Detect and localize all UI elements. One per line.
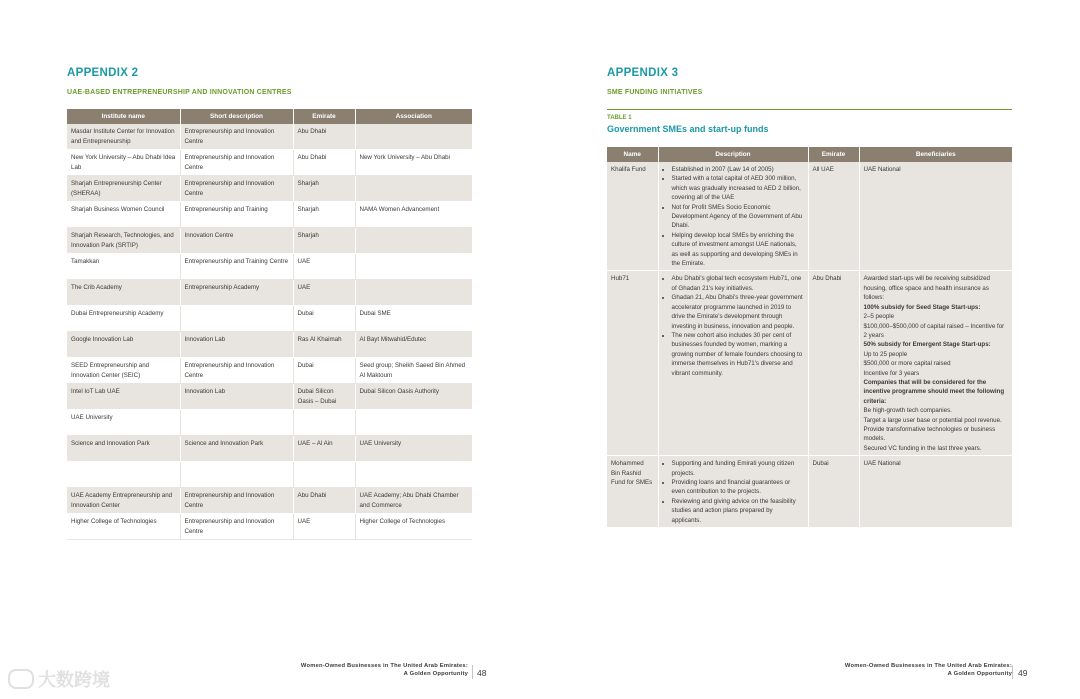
page-number-48: 48 (477, 668, 487, 678)
col-header-name: Name (607, 147, 658, 162)
description-item: • Reviewing and giving advice on the feasibility studies and action plans prepared by applicants. (672, 497, 804, 525)
right-footer (712, 662, 1012, 678)
table-row (67, 306, 472, 332)
table-title: Government SMEs and start-up funds (607, 124, 769, 134)
col-header-emirate: Emirate (293, 109, 355, 124)
beneficiary-line: Secured VC funding in the last three years. (863, 444, 982, 452)
cell-institute (67, 462, 180, 488)
table-row (67, 514, 472, 540)
cell-institute: Intel IoT Lab UAE (67, 384, 180, 410)
cell-institute: Science and Innovation Park (67, 436, 180, 462)
watermark-text: 大数跨境 (38, 670, 110, 690)
col-header-institute: Institute name (67, 109, 180, 124)
beneficiary-line: 100% subsidy for Seed Stage Start-ups: (863, 303, 981, 311)
cell-association: Seed group; Sheikh Saeed Bin Ahmed Al Maktoum (355, 358, 472, 384)
cell-name: Mohammed Bin Rashid Fund for SMEs (607, 456, 658, 528)
cell-emirate: Abu Dhabi (808, 271, 859, 456)
cell-beneficiaries (859, 162, 1012, 271)
cell-description (658, 162, 808, 271)
table-label: TABLE 1 (607, 115, 632, 121)
cell-beneficiaries (859, 456, 1012, 528)
beneficiary-line: $100,000–$500,000 of capital raised – Incentive for 2 years (863, 322, 1005, 339)
watermark (8, 666, 110, 692)
footer-title-line1: Women-Owned Businesses in The United Arab Emirates: (300, 663, 468, 669)
description-list (663, 274, 804, 377)
beneficiary-line: Awarded start-ups will be receiving subsidized housing, office space and health insurance as follows: (863, 275, 990, 302)
left-footer (168, 662, 468, 678)
cell-name: Khalifa Fund (607, 162, 658, 271)
description-item: • Started with a total capital of AED 300 million, which was gradually increased to AED 2 billion, covering all of the UAE (672, 174, 804, 202)
cell-description (180, 306, 293, 332)
footer-title-line2: A Golden Opportunity (403, 671, 468, 677)
cell-description: Entrepreneurship and Training Centre (180, 254, 293, 280)
cell-institute: SEED Entrepreneurship and Innovation Center (SEIC) (67, 358, 180, 384)
cell-association: UAE Academy; Abu Dhabi Chamber and Commerce (355, 488, 472, 514)
beneficiary-line: Up to 25 people (863, 350, 908, 358)
table-row (67, 228, 472, 254)
col-header-emirate: Emirate (808, 147, 859, 162)
section-divider (607, 109, 1012, 110)
description-item: • Providing loans and financial guarantees or even contribution to the projects. (672, 478, 804, 497)
cell-description: Entrepreneurship Academy (180, 280, 293, 306)
cell-institute: UAE University (67, 410, 180, 436)
beneficiary-line: Companies that will be considered for the incentive programme should meet the following criteria: (863, 378, 1005, 405)
cell-institute: Sharjah Entrepreneurship Center (SHERAA) (67, 176, 180, 202)
table-row (607, 456, 1012, 528)
cell-association: Dubai Silicon Oasis Authority (355, 384, 472, 410)
cell-association (355, 254, 472, 280)
cell-emirate: UAE (293, 514, 355, 540)
beneficiary-line: 50% subsidy for Emergent Stage Start-ups: (863, 341, 991, 349)
table-row (67, 488, 472, 514)
cell-description: Entrepreneurship and Innovation Centre (180, 514, 293, 540)
footer-title-line2: A Golden Opportunity (947, 671, 1012, 677)
cell-emirate: UAE (293, 280, 355, 306)
description-item: • The new cohort also includes 30 per cent of businesses founded by women, marking a growing number of female founders choosing to immerse themselves in Hub71's diverse and vibrant community. (672, 331, 804, 378)
table-row (67, 202, 472, 228)
footer-divider (1012, 665, 1013, 679)
cell-emirate: Dubai (293, 306, 355, 332)
appendix-3-title: APPENDIX 3 (607, 67, 679, 79)
cell-emirate: Sharjah (293, 228, 355, 254)
cell-description: Entrepreneurship and Innovation Centre (180, 176, 293, 202)
cell-emirate: Dubai (293, 358, 355, 384)
cell-association: New York University – Abu Dhabi (355, 150, 472, 176)
sme-funding-table (607, 147, 1012, 528)
table-row (67, 124, 472, 150)
cell-institute: Dubai Entrepreneurship Academy (67, 306, 180, 332)
cell-institute: Masdar Institute Center for Innovation and Entrepreneurship (67, 124, 180, 150)
cell-description: Innovation Lab (180, 384, 293, 410)
cell-association: Higher College of Technologies (355, 514, 472, 540)
table-header-row (607, 147, 1012, 162)
table-row (67, 384, 472, 410)
cell-description: Entrepreneurship and Innovation Centre (180, 150, 293, 176)
cell-association (355, 176, 472, 202)
cell-emirate: UAE – Al Ain (293, 436, 355, 462)
table-row (67, 280, 472, 306)
col-header-description: Description (658, 147, 808, 162)
table-row (607, 162, 1012, 271)
cell-description (180, 462, 293, 488)
cell-emirate: Dubai (808, 456, 859, 528)
table-row (67, 358, 472, 384)
table-row (67, 436, 472, 462)
cell-association (355, 124, 472, 150)
cell-institute: Sharjah Research, Technologies, and Innovation Park (SRTIP) (67, 228, 180, 254)
cell-description: Science and Innovation Park (180, 436, 293, 462)
cell-beneficiaries (859, 271, 1012, 456)
description-item: • Helping develop local SMEs by enriching the culture of investment amongst UAE nationals, as well as supporting and developing SMEs in the Emirate. (672, 231, 804, 269)
beneficiary-line: UAE National (863, 166, 901, 173)
description-list (663, 459, 804, 525)
watermark-logo-icon (8, 669, 34, 689)
table-row (67, 176, 472, 202)
description-item: • Ghadan 21, Abu Dhabi's three-year government accelerator programme launched in 2019 to drive the Emirate's development through investing in business, innovation and people. (672, 293, 804, 331)
cell-association: UAE University (355, 436, 472, 462)
cell-emirate (293, 410, 355, 436)
description-item: • Supporting and funding Emirati young citizen projects. (672, 459, 804, 478)
cell-institute: Sharjah Business Women Council (67, 202, 180, 228)
cell-emirate: Ras Al Khaimah (293, 332, 355, 358)
cell-description: Innovation Lab (180, 332, 293, 358)
cell-emirate: Sharjah (293, 202, 355, 228)
page-number-49: 49 (1018, 668, 1028, 678)
beneficiary-line: Target a large user base or potential pool revenue. (863, 416, 1002, 424)
table-row (67, 462, 472, 488)
cell-institute: Higher College of Technologies (67, 514, 180, 540)
description-item: • Abu Dhabi's global tech ecosystem Hub71, one of Ghadan 21's key initiatives. (672, 274, 804, 293)
footer-divider (472, 665, 473, 679)
cell-institute: New York University – Abu Dhabi Idea Lab (67, 150, 180, 176)
cell-description: Entrepreneurship and Training (180, 202, 293, 228)
col-header-association: Association (355, 109, 472, 124)
table-body (67, 124, 472, 540)
cell-association: Al Bayt Mitwahid/Edutec (355, 332, 472, 358)
beneficiary-line: Be high-growth tech companies. (863, 407, 952, 415)
beneficiary-line: 2–5 people (863, 313, 895, 321)
cell-association (355, 462, 472, 488)
appendix-3-subtitle: SME FUNDING INITIATIVES (607, 89, 703, 96)
entrepreneurship-centres-table (67, 109, 472, 540)
cell-description (658, 271, 808, 456)
cell-emirate: All UAE (808, 162, 859, 271)
table-header-row (67, 109, 472, 124)
col-header-beneficiaries: Beneficiaries (859, 147, 1012, 162)
cell-emirate (293, 462, 355, 488)
beneficiary-line: Provide transformative technologies or business models. (863, 425, 996, 443)
beneficiary-line: $500,000 or more capital raised (863, 360, 951, 368)
cell-institute: Tamakkan (67, 254, 180, 280)
cell-association (355, 228, 472, 254)
beneficiary-line: Incentive for 3 years (863, 369, 920, 377)
col-header-description: Short description (180, 109, 293, 124)
appendix-2-title: APPENDIX 2 (67, 67, 139, 79)
cell-description: Entrepreneurship and Innovation Centre (180, 488, 293, 514)
cell-emirate: Sharjah (293, 176, 355, 202)
cell-institute: Google Innovation Lab (67, 332, 180, 358)
cell-description: Innovation Centre (180, 228, 293, 254)
cell-institute: The Crib Academy (67, 280, 180, 306)
table-row (67, 150, 472, 176)
table-row (67, 254, 472, 280)
table-body (607, 162, 1012, 528)
cell-description (658, 456, 808, 528)
cell-association: NAMA Women Advancement (355, 202, 472, 228)
cell-description: Entrepreneurship and Innovation Centre (180, 124, 293, 150)
description-list (663, 165, 804, 268)
cell-description: Entrepreneurship and Innovation Centre (180, 358, 293, 384)
cell-description (180, 410, 293, 436)
description-item: • Established in 2007 (Law 14 of 2005) (672, 165, 804, 174)
cell-association (355, 280, 472, 306)
beneficiary-line: UAE National (863, 460, 901, 468)
cell-emirate: Abu Dhabi (293, 488, 355, 514)
table-row (607, 271, 1012, 456)
cell-emirate: Abu Dhabi (293, 150, 355, 176)
cell-name: Hub71 (607, 271, 658, 456)
cell-association: Dubai SME (355, 306, 472, 332)
appendix-2-subtitle: UAE-BASED ENTREPRENEURSHIP AND INNOVATION CENTRES (67, 89, 292, 96)
table-row (67, 410, 472, 436)
cell-emirate: UAE (293, 254, 355, 280)
cell-emirate: Dubai Silicon Oasis – Dubai (293, 384, 355, 410)
footer-title-line1: Women-Owned Businesses in The United Arab Emirates: (844, 663, 1012, 669)
cell-institute: UAE Academy Entrepreneurship and Innovation Center (67, 488, 180, 514)
cell-association (355, 410, 472, 436)
table-row (67, 332, 472, 358)
description-item: • Not for Profit SMEs Socio Economic Development Agency of the Government of Abu Dhabi. (672, 203, 804, 231)
cell-emirate: Abu Dhabi (293, 124, 355, 150)
